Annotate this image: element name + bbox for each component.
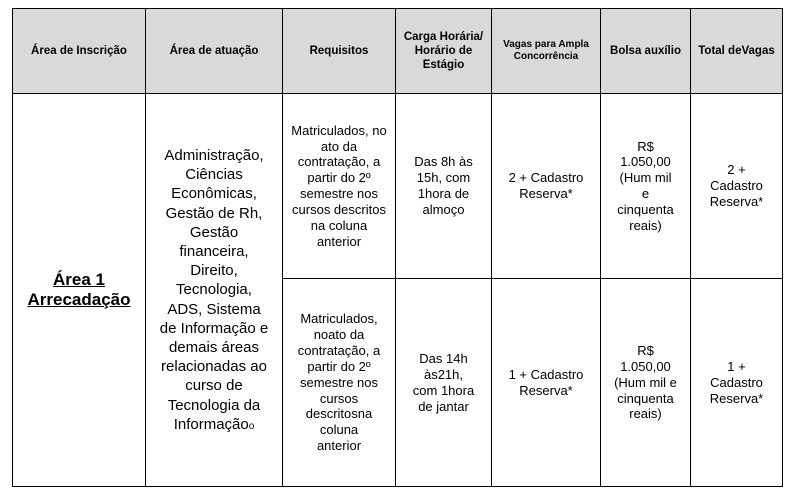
cell-line: Administração, xyxy=(164,147,264,165)
cell-line: Das 14h xyxy=(419,350,468,366)
cell-line: às21h, xyxy=(423,366,464,382)
cell-line: cursos xyxy=(319,390,359,406)
cell-line: Reserva* xyxy=(519,186,573,202)
header-carga-horaria: Carga Horária/ Horário de Estágio xyxy=(396,9,492,94)
cell-line: 1 + xyxy=(727,358,746,374)
cell-line: R$ xyxy=(637,343,654,359)
cell-line: contratação, a xyxy=(297,154,381,170)
cell-line: Tecnologia, xyxy=(176,281,252,299)
cell-line: 2 + xyxy=(727,162,746,178)
cell-line: 1 + Cadastro xyxy=(508,366,584,382)
area-cell xyxy=(13,94,146,487)
cell-line: 1.050,00 xyxy=(620,154,671,170)
requisitos-cell xyxy=(283,279,396,487)
cell-line: reais) xyxy=(629,217,662,233)
cell-line: Informação xyxy=(173,415,249,433)
cell-line: R$ xyxy=(637,138,654,154)
header-area-inscricao: Área de Inscrição xyxy=(13,9,146,94)
table-row xyxy=(13,94,783,279)
cell-line: partir do 2º xyxy=(307,358,371,374)
cell-line: descritosna xyxy=(305,406,373,422)
header-area-atuacao: Área de atuação xyxy=(146,9,283,94)
cell-line: Tecnologia da xyxy=(167,396,261,414)
vacancy-table xyxy=(12,8,783,487)
vagas-cell xyxy=(492,94,601,279)
area-name: Área 1 xyxy=(53,269,105,289)
cell-line: na coluna xyxy=(310,217,368,233)
cell-line: Direito, xyxy=(190,262,238,280)
vagas-cell xyxy=(492,279,601,487)
bolsa-cell xyxy=(601,279,691,487)
cell-line: ADS, Sistema xyxy=(167,300,261,318)
cell-line: Das 8h às xyxy=(414,154,473,170)
cell-line: cinquenta xyxy=(617,202,674,218)
cell-line: Matriculados, no xyxy=(291,122,387,138)
cell-line: reais) xyxy=(629,406,662,422)
bolsa-cell xyxy=(601,94,691,279)
cell-line: Gestão xyxy=(189,223,239,241)
cell-line: 1.050,00 xyxy=(620,358,671,374)
cell-line: almoço xyxy=(422,202,465,218)
cell-line: com 1hora xyxy=(412,382,475,398)
header-row xyxy=(13,9,783,94)
cell-line: Ciências xyxy=(185,166,243,184)
cell-line: de Informação e xyxy=(159,319,269,337)
cell-line: Reserva* xyxy=(519,382,573,398)
cell-line: (Hum mil e xyxy=(614,374,677,390)
cell-line: de jantar xyxy=(418,398,469,414)
cell-line: financeira, xyxy=(179,243,249,261)
carga-cell xyxy=(396,279,492,487)
cell-line: demais áreas xyxy=(168,338,260,356)
cell-line: e xyxy=(641,186,650,202)
cell-line: Reserva* xyxy=(709,194,764,210)
cell-line: cinquenta xyxy=(617,390,674,406)
total-cell xyxy=(691,94,783,279)
cell-line: coluna xyxy=(319,422,359,438)
area-atuacao-text xyxy=(160,147,268,433)
cell-line: semestre nos xyxy=(299,374,379,390)
total-cell xyxy=(691,279,783,487)
cell-line: Cadastro xyxy=(710,178,763,194)
cell-line: Econômicas, xyxy=(171,185,257,203)
area-atuacao-cell xyxy=(146,94,283,487)
area-title: Arrecadação xyxy=(27,290,131,309)
carga-cell xyxy=(396,94,492,279)
cell-line: 1hora de xyxy=(417,186,470,202)
cell-line: anterior xyxy=(316,233,362,249)
vacancy-table-container xyxy=(12,8,782,487)
cell-line: curso de xyxy=(185,377,243,395)
cell-line: contratação, a xyxy=(297,343,381,359)
cell-line: Reserva* xyxy=(709,390,764,406)
area-atuacao-tail: o xyxy=(248,420,255,432)
cell-line: anterior xyxy=(316,438,362,454)
cell-line: semestre nos xyxy=(299,186,379,202)
cell-line: Cadastro xyxy=(710,374,763,390)
header-vagas-ampla: Vagas para Ampla Concorrência xyxy=(492,9,601,94)
cell-line: 2 + Cadastro xyxy=(508,170,584,186)
cell-line: (Hum mil xyxy=(619,170,672,186)
header-total-vagas: Total deVagas xyxy=(691,9,783,94)
cell-line: noato da xyxy=(313,327,365,343)
requisitos-cell xyxy=(283,94,396,279)
cell-line: relacionadas ao xyxy=(161,358,267,376)
header-bolsa-auxilio: Bolsa auxílio xyxy=(601,9,691,94)
cell-line: cursos descritos xyxy=(292,202,386,218)
cell-line: Matriculados, xyxy=(300,311,378,327)
cell-line: 15h, com xyxy=(416,170,471,186)
cell-line: ato da xyxy=(320,138,358,154)
header-requisitos: Requisitos xyxy=(283,9,396,94)
cell-line: Gestão de Rh, xyxy=(165,204,263,222)
cell-line: partir do 2º xyxy=(307,170,371,186)
